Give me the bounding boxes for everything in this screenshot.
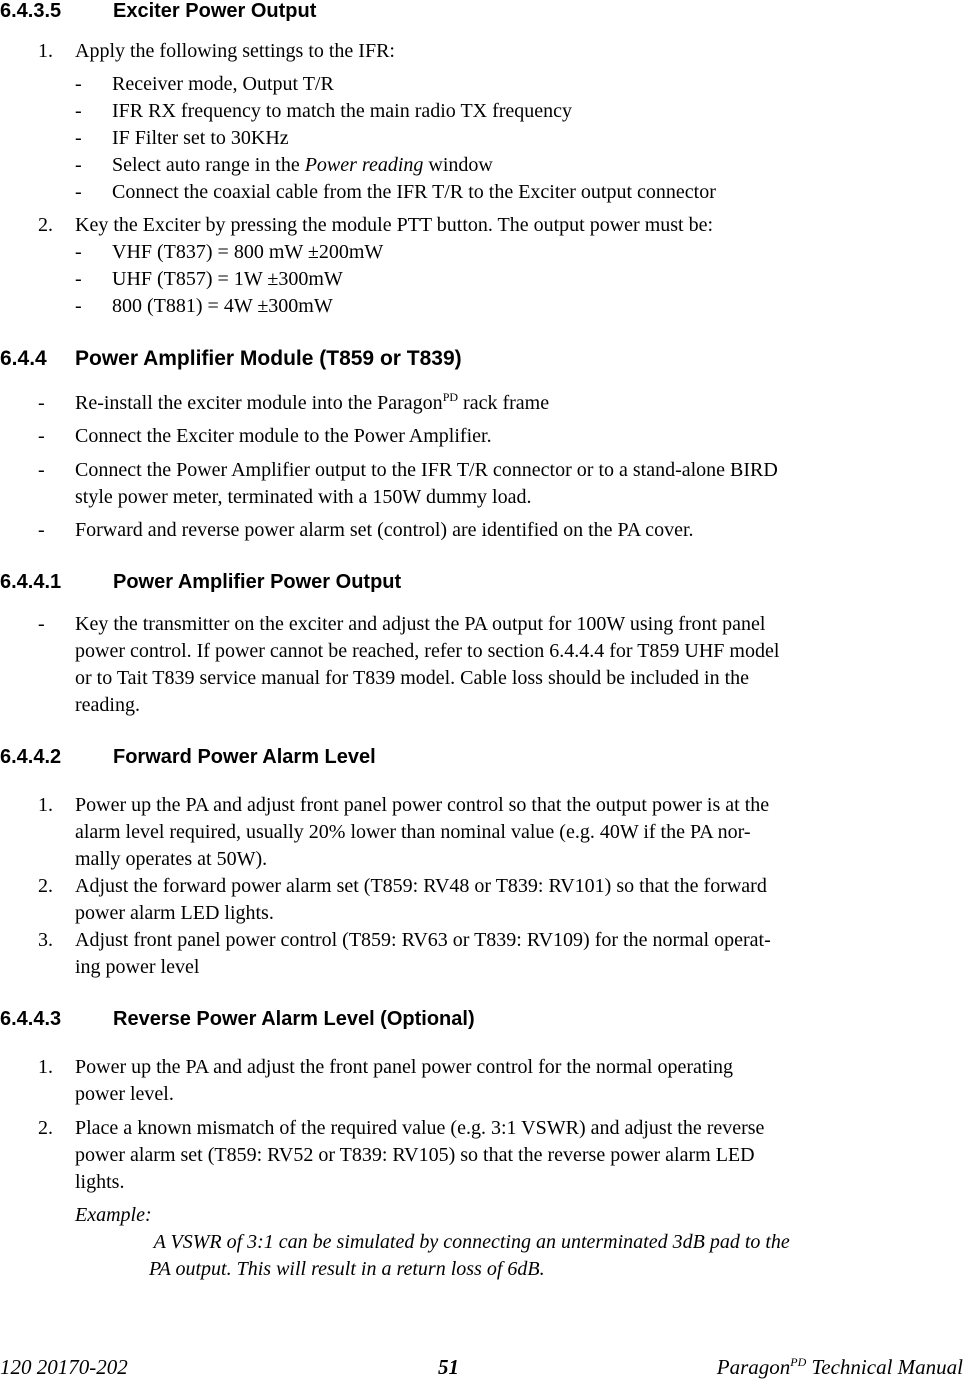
dash-marker: -: [75, 100, 82, 122]
list-item-continuation: ing power level: [75, 956, 200, 978]
dash-marker: -: [38, 613, 45, 635]
list-item: Receiver mode, Output T/R: [112, 73, 334, 95]
list-item-continuation: power alarm set (T859: RV52 or T839: RV105) so that the reverse power alarm LED: [75, 1144, 755, 1166]
section-number: 6.4.4.2: [0, 746, 62, 768]
list-item: Forward and reverse power alarm set (control) are identified on the PA cover.: [75, 519, 694, 541]
section-title: Exciter Power Output: [113, 0, 317, 22]
list-marker: 2.: [38, 214, 53, 236]
list-item: [75, 390, 549, 417]
list-marker: 2.: [38, 875, 53, 897]
text-run: Paragon: [716, 1355, 791, 1379]
dash-marker: -: [75, 127, 82, 149]
footer-page-number: 51: [438, 1355, 459, 1379]
paragraph-line: power control. If power cannot be reached, refer to section 6.4.4.4 for T859 UHF model: [75, 640, 780, 662]
list-item: Key the Exciter by pressing the module PTT button. The output power must be:: [75, 214, 714, 236]
list-item: Adjust the forward power alarm set (T859: RV48 or T839: RV101) so that the forward: [75, 875, 767, 897]
section-title: Forward Power Alarm Level: [113, 746, 376, 768]
list-item: Power up the PA and adjust front panel power control so that the output power is at the: [75, 794, 770, 816]
list-marker: 2.: [38, 1117, 53, 1139]
text-run: rack frame: [458, 392, 550, 414]
list-item: Connect the Power Amplifier output to the IFR T/R connector or to a stand-alone BIRD: [75, 459, 778, 481]
list-marker: 1.: [38, 40, 53, 62]
list-item-continuation: power level.: [75, 1083, 174, 1105]
dash-marker: -: [75, 241, 82, 263]
example-label: Example:: [75, 1204, 152, 1226]
dash-marker: -: [38, 425, 45, 447]
text-run: window: [423, 154, 493, 176]
dash-marker: -: [38, 459, 45, 481]
list-item-continuation: mally operates at 50W).: [75, 848, 268, 870]
list-item: UHF (T857) = 1W ±300mW: [112, 268, 343, 290]
list-marker: 1.: [38, 1056, 53, 1078]
section-number: 6.4.3.5: [0, 0, 62, 22]
list-marker: 3.: [38, 929, 53, 951]
list-item: 800 (T881) = 4W ±300mW: [112, 295, 333, 317]
section-number: 6.4.4: [0, 347, 47, 370]
list-item-continuation: lights.: [75, 1171, 125, 1193]
superscript: PD: [790, 1355, 807, 1369]
footer-doc-number: 120 20170-202: [0, 1355, 128, 1379]
dash-marker: -: [75, 154, 82, 176]
paragraph-line: Key the transmitter on the exciter and adjust the PA output for 100W using front panel: [75, 613, 766, 635]
list-item: Apply the following settings to the IFR:: [75, 40, 395, 62]
list-item: [112, 152, 493, 179]
paragraph-line: or to Tait T839 service manual for T839 model. Cable loss should be included in the: [75, 667, 750, 689]
italic-text: Power reading: [304, 154, 424, 176]
section-number: 6.4.4.3: [0, 1008, 62, 1030]
dash-marker: -: [75, 73, 82, 95]
section-number: 6.4.4.1: [0, 571, 62, 593]
list-item-continuation: power alarm LED lights.: [75, 902, 274, 924]
example-text: PA output. This will result in a return loss of 6dB.: [149, 1258, 545, 1280]
superscript: PD: [442, 390, 459, 404]
dash-marker: -: [38, 392, 45, 414]
dash-marker: -: [38, 519, 45, 541]
text-run: Re-install the exciter module into the Paragon: [75, 392, 443, 414]
list-item: Power up the PA and adjust the front panel power control for the normal operating: [75, 1056, 733, 1078]
section-title: Power Amplifier Power Output: [113, 571, 402, 593]
section-title: Power Amplifier Module (T859 or T839): [75, 347, 462, 370]
list-item: IFR RX frequency to match the main radio TX frequency: [112, 100, 573, 122]
example-text: A VSWR of 3:1 can be simulated by connecting an unterminated 3dB pad to the: [149, 1231, 790, 1253]
list-item: Adjust front panel power control (T859: RV63 or T839: RV109) for the normal operat-: [75, 929, 771, 951]
list-item: Connect the Exciter module to the Power Amplifier.: [75, 425, 492, 447]
list-item: IF Filter set to 30KHz: [112, 127, 289, 149]
paragraph-line: reading.: [75, 694, 140, 716]
dash-marker: -: [75, 295, 82, 317]
footer-manual-title: [717, 1355, 963, 1380]
dash-marker: -: [75, 181, 82, 203]
dash-marker: -: [75, 268, 82, 290]
text-run: Technical Manual: [806, 1355, 963, 1379]
list-item-continuation: style power meter, terminated with a 150W dummy load.: [75, 486, 532, 508]
list-item: Place a known mismatch of the required value (e.g. 3:1 VSWR) and adjust the reverse: [75, 1117, 765, 1139]
text-run: Select auto range in the: [112, 154, 305, 176]
list-item-continuation: alarm level required, usually 20% lower than nominal value (e.g. 40W if the PA nor-: [75, 821, 751, 843]
list-item: Connect the coaxial cable from the IFR T/R to the Exciter output connector: [112, 181, 716, 203]
section-title: Reverse Power Alarm Level (Optional): [113, 1008, 475, 1030]
list-item: VHF (T837) = 800 mW ±200mW: [112, 241, 384, 263]
list-marker: 1.: [38, 794, 53, 816]
